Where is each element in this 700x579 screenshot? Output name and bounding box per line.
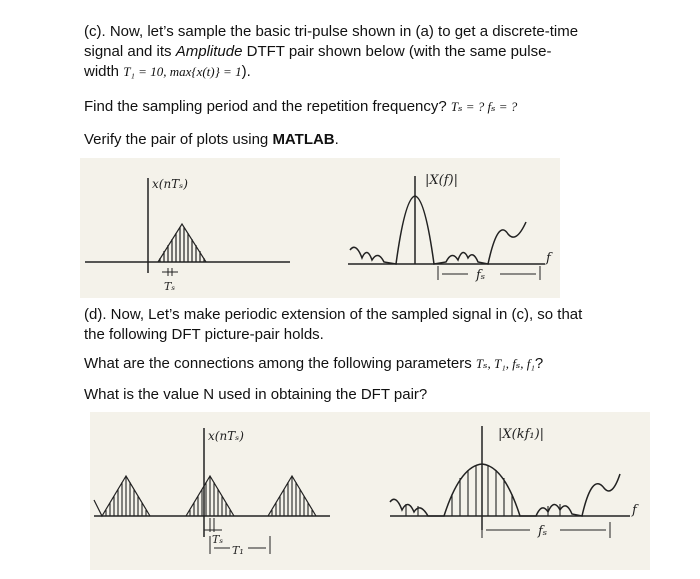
figure-c-right-label: |X(f)|: [425, 173, 458, 188]
figure-d-left-tick-t1: T₁: [232, 544, 244, 557]
part-c-line-2: [84, 42, 551, 62]
part-c-line-2-post: DTFT pair shown below (with the same pulse-: [242, 43, 552, 60]
part-c-line-3: [84, 62, 251, 82]
part-d-question-1: [84, 354, 543, 374]
part-d-question-1-end: ?: [534, 355, 544, 372]
figure-d-right-axis-label: f: [632, 503, 637, 518]
part-c-line-1-text: (c). Now, let’s sample the basic tri-pulse shown in (a) to get a discrete-time: [84, 23, 579, 40]
figure-c-right-plot: [348, 176, 545, 280]
part-d-line-1: [84, 305, 582, 325]
part-c-question-text: Find the sampling period and the repetition frequency?: [84, 98, 451, 115]
figure-c-right-axis-label: f: [546, 251, 551, 266]
figure-d-left-samples: [106, 477, 312, 516]
part-d-line-1-text: (d). Now, Let’s make periodic extension of the sampled signal in (c), so that: [84, 306, 583, 323]
part-c-verify: [84, 130, 339, 150]
part-c-line-1: [84, 22, 578, 42]
part-c-question-math: Tₛ = ? fₛ = ?: [450, 99, 518, 114]
part-d-question-2-text: What is the value N used in obtaining the DFT pair?: [84, 386, 428, 403]
figure-d-spectrum-curve: [390, 464, 620, 516]
figure-c-scan: [80, 158, 560, 298]
figure-d-scan: [90, 412, 650, 570]
figure-d-left-tick-ts: Tₛ: [212, 533, 224, 546]
pulse-width-math: T₁ = 10, max{x(t)} = 1: [123, 64, 242, 79]
figure-d-right-period-label: fₛ: [538, 524, 548, 539]
figure-c-right-period-label: fₛ: [476, 268, 486, 283]
matlab-word: MATLAB: [272, 131, 335, 148]
figure-c-left-label: x(nTₛ): [152, 177, 188, 191]
part-d-question-1-text: What are the connections among the following parameters: [84, 355, 476, 372]
part-d-line-2-text: the following DFT picture-pair holds.: [84, 326, 324, 343]
figure-d-left-label: x(nTₛ): [208, 429, 244, 443]
part-c-verify-pre: Verify the pair of plots using: [84, 131, 273, 148]
figure-d-right-plot: [390, 426, 630, 538]
figure-c-plots: [80, 158, 560, 298]
part-d-question-1-math: Tₛ, T₁, fₛ, f₁: [475, 356, 535, 371]
part-c-line-2-pre: signal and its: [84, 43, 176, 60]
part-d-line-2: [84, 325, 324, 345]
figure-c-spectrum-curve: [350, 196, 526, 264]
figure-d-right-samples: [406, 465, 560, 516]
figure-c-left-plot: [85, 178, 290, 276]
figure-d-plots: [90, 412, 650, 570]
part-d-question-2: [84, 385, 427, 405]
figure-d-right-label: |X(kf₁)|: [498, 427, 545, 442]
part-c-question: [84, 97, 517, 117]
figure-c-left-samples: [160, 227, 204, 262]
amplitude-word: Amplitude: [175, 43, 243, 60]
figure-c-left-tick-label: Tₛ: [164, 280, 176, 293]
part-c-line-3-post: ).: [241, 63, 251, 80]
figure-c-left-envelope: [158, 224, 206, 262]
part-c-line-3-pre: width: [84, 63, 124, 80]
part-c-verify-post: .: [334, 131, 339, 148]
